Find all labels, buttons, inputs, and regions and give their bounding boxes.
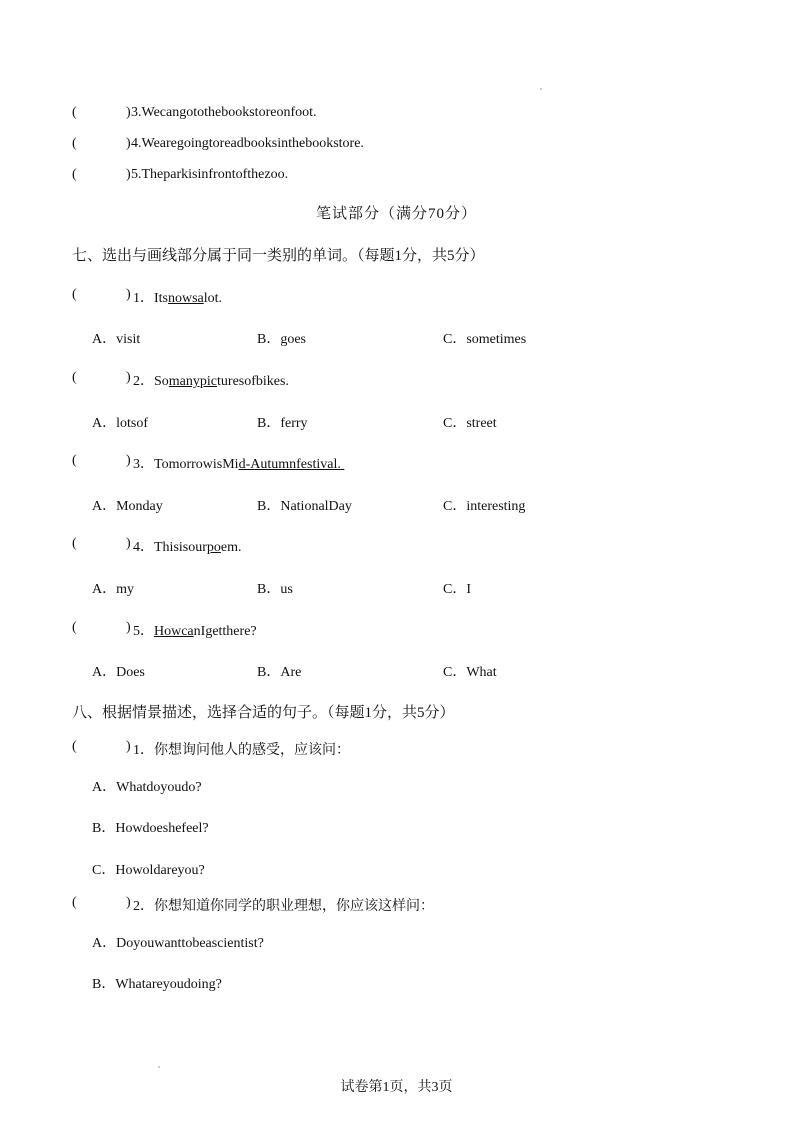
underlined-part: Howca [154, 624, 194, 639]
option-a: A．Does [92, 665, 145, 680]
option-a: A．visit [92, 332, 141, 347]
answer-blank-open: ( [72, 453, 77, 468]
option-a: A．Whatdoyoudo? [92, 780, 202, 795]
question-stem: 2．Somanypicturesofbikes. [133, 374, 289, 389]
option-c: C．I [443, 582, 471, 597]
answer-blank-open: ( [72, 136, 77, 151]
option-c: C．What [443, 665, 497, 680]
answer-blank-open: ( [72, 536, 77, 551]
question-stem: 5．HowcanIgetthere? [133, 624, 257, 639]
question-stem: 2．你想知道你同学的职业理想，你应该这样问： [133, 899, 434, 914]
option-c: C．sometimes [443, 332, 527, 347]
option-b: B．Whatareyoudoing? [92, 977, 222, 992]
underlined-part: nowsa [168, 291, 204, 306]
underlined-part: po [206, 540, 221, 555]
answer-blank-open: ( [72, 167, 77, 182]
answer-blank-open: ( [72, 287, 77, 302]
option-b: B．goes [257, 332, 306, 347]
answer-blank-open: ( [72, 895, 77, 910]
item-text: 4.Wearegoingtoreadbooksinthebookstore. [131, 136, 364, 151]
section7-title: 七、选出与画线部分属于同一类别的单词。（每题1分，共5分） [72, 248, 485, 264]
answer-blank-close: ) [126, 453, 131, 468]
answer-blank-close: ) [126, 370, 131, 385]
answer-blank-close: ) [126, 536, 131, 551]
question-stem: 3．TomorrowisMid-Autumnfestival. [133, 457, 341, 472]
question-stem: 4．Thisisourpoem. [133, 540, 242, 555]
written-section-title: 笔试部分（满分70分） [315, 206, 477, 222]
option-a: A．lotsof [92, 416, 148, 431]
option-a: A．Monday [92, 499, 163, 514]
underlined-part: manypic [168, 374, 218, 389]
answer-blank-open: ( [72, 105, 77, 120]
option-c: C．street [443, 416, 497, 431]
question-stem: 1．Itsnowsalot. [133, 291, 223, 306]
answer-blank-close: ) [126, 620, 131, 635]
answer-blank-open: ( [72, 370, 77, 385]
answer-blank-close: ) [126, 167, 131, 182]
answer-blank-close: ) [126, 895, 131, 910]
option-b: B．Are [257, 665, 302, 680]
answer-blank-open: ( [72, 620, 77, 635]
option-b: B．us [257, 582, 293, 597]
option-a: A．Doyouwanttobeascientist? [92, 936, 264, 951]
item-text: 3.Wecangotothebookstoreonfoot. [131, 105, 317, 120]
page-footer: 试卷第1页，共3页 [340, 1080, 453, 1095]
answer-blank-close: ) [126, 136, 131, 151]
item-text: 5.Theparkisinfrontofthezoo. [131, 167, 289, 182]
option-b: B．ferry [257, 416, 308, 431]
scan-speck [158, 1066, 160, 1068]
option-a: A．my [92, 582, 134, 597]
answer-blank-close: ) [126, 105, 131, 120]
underlined-part: d-Autumnfestival. [238, 457, 341, 472]
option-b: B．NationalDay [257, 499, 352, 514]
option-c: C．Howoldareyou? [92, 863, 205, 878]
answer-blank-open: ( [72, 739, 77, 754]
answer-blank-close: ) [126, 739, 131, 754]
answer-blank-close: ) [126, 287, 131, 302]
question-stem: 1．你想询问他人的感受，应该问： [133, 743, 350, 758]
section8-title: 八、根据情景描述，选择合适的句子。（每题1分，共5分） [72, 705, 455, 721]
option-c: C．interesting [443, 499, 526, 514]
option-b: B．Howdoeshefeel? [92, 821, 209, 836]
scan-speck [540, 88, 542, 90]
